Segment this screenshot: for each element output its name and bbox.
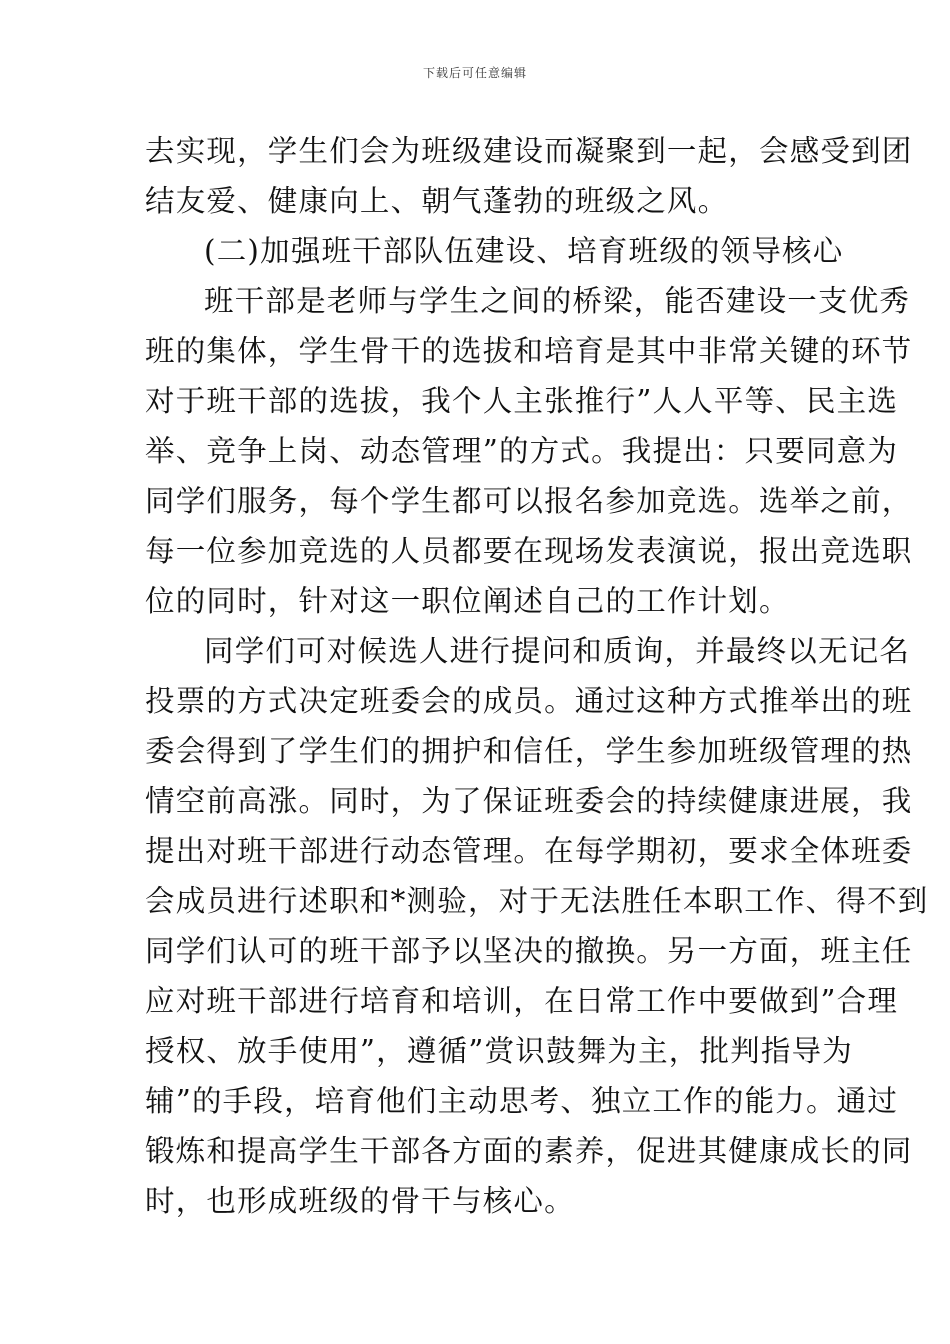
paragraph-line: 去实现，学生们会为班级建设而凝聚到一起，会感受到团	[145, 134, 913, 168]
paragraph-line: 同学们认可的班干部予以坚决的撤换。另一方面，班主任	[145, 934, 913, 968]
paragraph-line: 委会得到了学生们的拥护和信任，学生参加班级管理的热	[145, 734, 913, 768]
paragraph-line: 举、竞争上岗、动态管理”的方式。我提出：只要同意为	[145, 434, 899, 468]
paragraph-line: 同学们服务，每个学生都可以报名参加竞选。选举之前，	[145, 484, 913, 518]
paragraph-line: 辅”的手段，培育他们主动思考、独立工作的能力。通过	[145, 1084, 899, 1118]
paragraph-line: 每一位参加竞选的人员都要在现场发表演说，报出竞选职	[145, 534, 913, 568]
document-body	[145, 126, 929, 1226]
paragraph-line: 同学们可对候选人进行提问和质询，并最终以无记名	[204, 634, 911, 668]
paragraph-line: 时，也形成班级的骨干与核心。	[145, 1184, 575, 1218]
paragraph-line: 会成员进行述职和*测验，对于无法胜任本职工作、得不到	[145, 884, 929, 918]
paragraph-line: 情空前高涨。同时，为了保证班委会的持续健康进展，我	[145, 784, 913, 818]
paragraph-line: 对于班干部的选拔，我个人主张推行”人人平等、民主选	[145, 384, 899, 418]
paragraph-line: 锻炼和提高学生干部各方面的素养，促进其健康成长的同	[145, 1134, 913, 1168]
paragraph-line: 结友爱、健康向上、朝气蓬勃的班级之风。	[145, 184, 729, 218]
paragraph-line: 位的同时，针对这一职位阐述自己的工作计划。	[145, 584, 790, 618]
paragraph-line: 班的集体，学生骨干的选拔和培育是其中非常关键的环节	[145, 334, 913, 368]
page-header-note: 下载后可任意编辑	[422, 66, 527, 80]
paragraph-line: 班干部是老师与学生之间的桥梁，能否建设一支优秀	[204, 284, 911, 318]
paragraph-line: 提出对班干部进行动态管理。在每学期初，要求全体班委	[145, 834, 913, 868]
paragraph-line: 授权、放手使用”，遵循”赏识鼓舞为主，批判指导为	[145, 1034, 853, 1068]
section-heading: (二)加强班干部队伍建设、培育班级的领导核心	[204, 234, 844, 268]
paragraph-line: 投票的方式决定班委会的成员。通过这种方式推举出的班	[145, 684, 913, 718]
paragraph-line: 应对班干部进行培育和培训，在日常工作中要做到”合理	[145, 984, 899, 1018]
